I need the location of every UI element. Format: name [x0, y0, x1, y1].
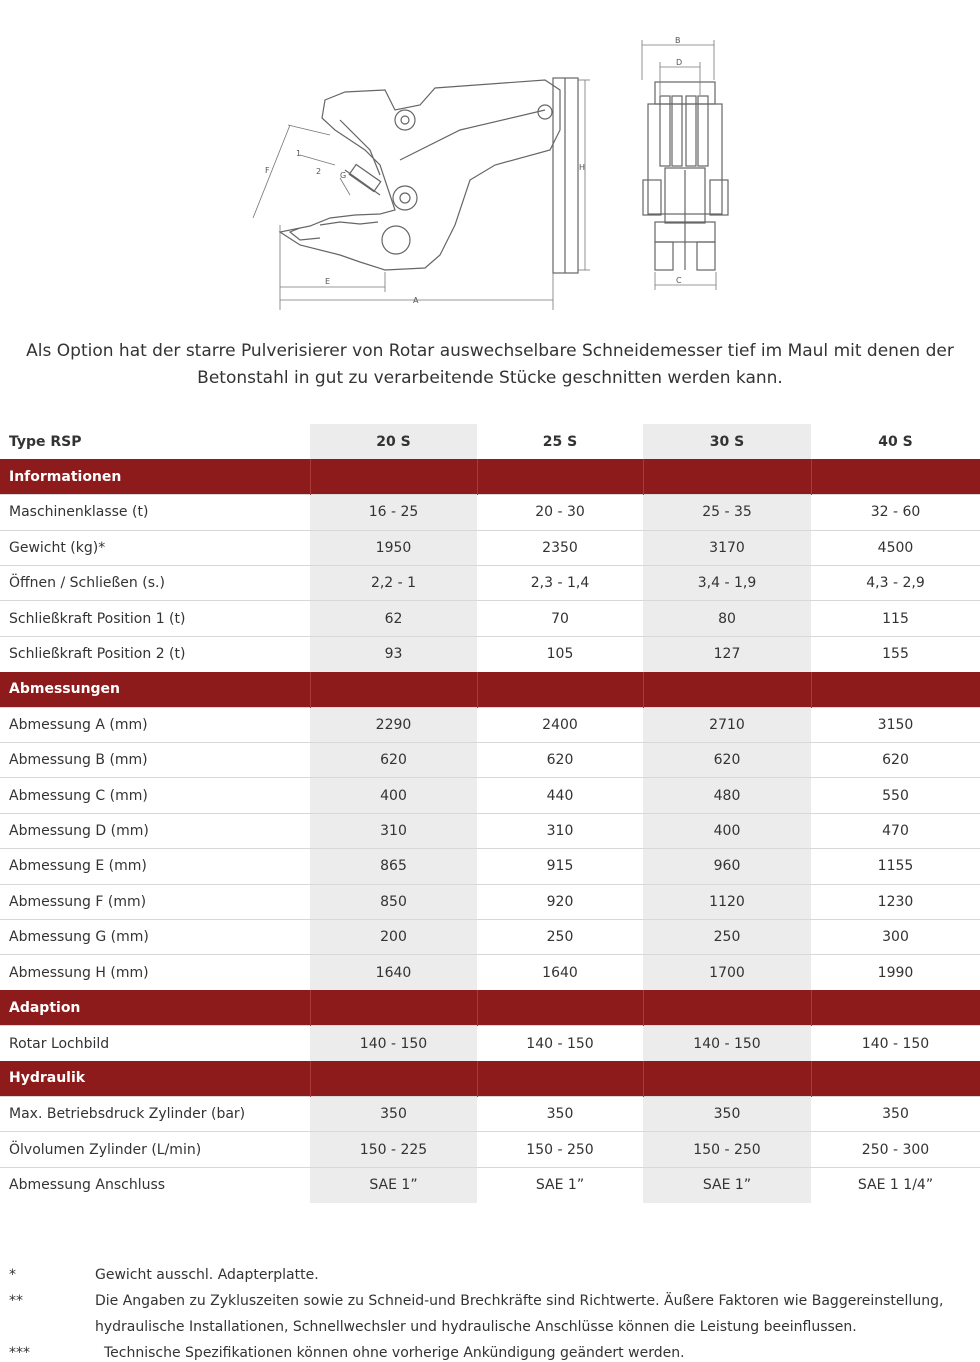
- header-model-20s: 20 S: [310, 424, 477, 459]
- section-title: Hydraulik: [0, 1061, 310, 1096]
- header-type-label: Type RSP: [9, 433, 82, 450]
- footnote-mark-1: *: [9, 1267, 16, 1283]
- table-row: [0, 955, 980, 990]
- footnote-text-2: Die Angaben zu Zykluszeiten sowie zu Schneid-und Brechkräfte sind Richtwerte. Äußere Faktoren wie Baggereinstellung, hydraulische Installationen, Schnellwechsler und hydraulische Anschlüsse können die Leistung beeinflussen.: [95, 1293, 944, 1335]
- row-value: 93: [310, 636, 477, 671]
- row-value: 350: [643, 1096, 811, 1131]
- row-value: 2710: [643, 707, 811, 742]
- row-label: Maschinenklasse (t): [0, 495, 310, 530]
- table-row: [0, 566, 980, 601]
- section-title: Adaption: [0, 990, 310, 1025]
- section-title: Informationen: [0, 459, 310, 494]
- row-value: 150 - 225: [310, 1132, 477, 1167]
- row-value: 1700: [643, 955, 811, 990]
- section-cell: [811, 459, 980, 494]
- row-value: 2290: [310, 707, 477, 742]
- row-value: 1230: [811, 884, 980, 919]
- row-value: 300: [811, 919, 980, 954]
- table-row: [0, 707, 980, 742]
- intro-text: Als Option hat der starre Pulverisierer von Rotar auswechselbare Schneidemesser tief im Maul mit denen der Betonstahl in gut zu verarbeitende Stücke geschnitten werden kann.: [26, 341, 954, 388]
- table-row: [0, 1167, 980, 1202]
- section-cell: [477, 1061, 643, 1096]
- table-row: [0, 849, 980, 884]
- row-label: Abmessung D (mm): [0, 813, 310, 848]
- row-label: Abmessung B (mm): [0, 743, 310, 778]
- row-value: 865: [310, 849, 477, 884]
- row-value: 440: [477, 778, 643, 813]
- footnote-text-3: Technische Spezifikationen können ohne vorherige Ankündigung geändert werden.: [104, 1345, 685, 1361]
- table-row: [0, 884, 980, 919]
- row-value: 2350: [477, 530, 643, 565]
- row-value: 350: [811, 1096, 980, 1131]
- drawing-label-a: A: [413, 296, 419, 305]
- spec-table: [0, 424, 980, 1203]
- section-row: [0, 459, 980, 494]
- side-view-drawing: [0, 0, 980, 325]
- section-cell: [310, 1061, 477, 1096]
- drawing-label-g: G: [340, 171, 347, 180]
- row-label: Abmessung F (mm): [0, 884, 310, 919]
- row-value: 310: [477, 813, 643, 848]
- row-value: 250: [477, 919, 643, 954]
- row-value: 620: [811, 743, 980, 778]
- table-row: [0, 1096, 980, 1131]
- row-value: 350: [477, 1096, 643, 1131]
- row-label: Schließkraft Position 1 (t): [0, 601, 310, 636]
- row-value: 2,2 - 1: [310, 566, 477, 601]
- table-row: [0, 1026, 980, 1061]
- row-value: 350: [310, 1096, 477, 1131]
- row-label: Öffnen / Schließen (s.): [0, 566, 310, 601]
- row-value: 140 - 150: [643, 1026, 811, 1061]
- section-cell: [811, 672, 980, 707]
- section-cell: [477, 459, 643, 494]
- front-view-drawing: [643, 82, 728, 270]
- section-cell: [310, 990, 477, 1025]
- section-cell: [811, 990, 980, 1025]
- row-value: 140 - 150: [477, 1026, 643, 1061]
- row-value: 400: [643, 813, 811, 848]
- section-cell: [643, 990, 811, 1025]
- table-row: [0, 919, 980, 954]
- row-value: SAE 1”: [310, 1167, 477, 1202]
- header-model-25s: 25 S: [542, 433, 578, 450]
- row-value: 1155: [811, 849, 980, 884]
- row-value: 16 - 25: [310, 495, 477, 530]
- row-value: 115: [811, 601, 980, 636]
- table-row: [0, 530, 980, 565]
- section-title: Abmessungen: [0, 672, 310, 707]
- row-value: 620: [310, 743, 477, 778]
- row-value: 550: [811, 778, 980, 813]
- footnote-mark-2: **: [9, 1293, 23, 1309]
- row-value: 310: [310, 813, 477, 848]
- row-label: Abmessung H (mm): [0, 955, 310, 990]
- table-row: [0, 636, 980, 671]
- row-value: 1120: [643, 884, 811, 919]
- row-value: 140 - 150: [811, 1026, 980, 1061]
- row-value: 1990: [811, 955, 980, 990]
- row-value: SAE 1 1/4”: [811, 1167, 980, 1202]
- section-cell: [477, 672, 643, 707]
- row-label: Max. Betriebsdruck Zylinder (bar): [0, 1096, 310, 1131]
- drawing-label-b: B: [675, 36, 681, 45]
- row-value: 150 - 250: [643, 1132, 811, 1167]
- row-value: 250 - 300: [811, 1132, 980, 1167]
- section-cell: [643, 1061, 811, 1096]
- section-cell: [310, 459, 477, 494]
- row-label: Abmessung G (mm): [0, 919, 310, 954]
- row-value: 1640: [477, 955, 643, 990]
- row-value: 850: [310, 884, 477, 919]
- row-label: Gewicht (kg)*: [0, 530, 310, 565]
- row-value: 2,3 - 1,4: [477, 566, 643, 601]
- row-label: Rotar Lochbild: [0, 1026, 310, 1061]
- row-value: 80: [643, 601, 811, 636]
- header-model-30s: 30 S: [643, 424, 811, 459]
- row-label: Ölvolumen Zylinder (L/min): [0, 1132, 310, 1167]
- table-row: [0, 743, 980, 778]
- section-row: [0, 1061, 980, 1096]
- row-value: 620: [477, 743, 643, 778]
- section-cell: [643, 459, 811, 494]
- section-cell: [477, 990, 643, 1025]
- technical-drawing: [0, 0, 980, 325]
- row-value: 150 - 250: [477, 1132, 643, 1167]
- row-value: 200: [310, 919, 477, 954]
- row-value: 32 - 60: [811, 495, 980, 530]
- row-value: 470: [811, 813, 980, 848]
- row-label: Abmessung A (mm): [0, 707, 310, 742]
- row-value: 960: [643, 849, 811, 884]
- drawing-label-d: D: [676, 58, 683, 67]
- drawing-label-1: 1: [296, 149, 302, 158]
- row-value: 20 - 30: [477, 495, 643, 530]
- footnote-mark-3: ***: [9, 1345, 30, 1361]
- drawing-label-f: F: [265, 166, 270, 175]
- row-label: Abmessung C (mm): [0, 778, 310, 813]
- section-row: [0, 990, 980, 1025]
- section-cell: [811, 1061, 980, 1096]
- drawing-label-2: 2: [316, 167, 322, 176]
- row-value: 620: [643, 743, 811, 778]
- row-value: 250: [643, 919, 811, 954]
- table-row: [0, 778, 980, 813]
- row-value: 4500: [811, 530, 980, 565]
- row-value: 140 - 150: [310, 1026, 477, 1061]
- row-value: 3150: [811, 707, 980, 742]
- table-row: [0, 601, 980, 636]
- row-value: 1950: [310, 530, 477, 565]
- row-value: 3,4 - 1,9: [643, 566, 811, 601]
- drawing-label-h: H: [579, 163, 586, 172]
- row-value: 105: [477, 636, 643, 671]
- footnote-text-1: Gewicht ausschl. Adapterplatte.: [95, 1267, 319, 1283]
- section-cell: [310, 672, 477, 707]
- row-value: 400: [310, 778, 477, 813]
- table-row: [0, 813, 980, 848]
- drawing-label-c: C: [676, 276, 682, 285]
- section-row: [0, 672, 980, 707]
- row-value: 127: [643, 636, 811, 671]
- row-label: Schließkraft Position 2 (t): [0, 636, 310, 671]
- table-row: [0, 495, 980, 530]
- row-value: 25 - 35: [643, 495, 811, 530]
- drawing-label-e: E: [325, 277, 331, 286]
- table-header-row: [0, 424, 980, 459]
- row-value: 3170: [643, 530, 811, 565]
- row-value: 1640: [310, 955, 477, 990]
- row-label: Abmessung E (mm): [0, 849, 310, 884]
- row-value: 62: [310, 601, 477, 636]
- row-value: 70: [477, 601, 643, 636]
- row-value: 480: [643, 778, 811, 813]
- section-cell: [643, 672, 811, 707]
- header-model-40s: 40 S: [878, 433, 913, 450]
- row-value: 920: [477, 884, 643, 919]
- table-row: [0, 1132, 980, 1167]
- row-value: SAE 1”: [643, 1167, 811, 1202]
- row-value: SAE 1”: [477, 1167, 643, 1202]
- row-value: 915: [477, 849, 643, 884]
- row-label: Abmessung Anschluss: [0, 1167, 310, 1202]
- row-value: 4,3 - 2,9: [811, 566, 980, 601]
- row-value: 155: [811, 636, 980, 671]
- row-value: 2400: [477, 707, 643, 742]
